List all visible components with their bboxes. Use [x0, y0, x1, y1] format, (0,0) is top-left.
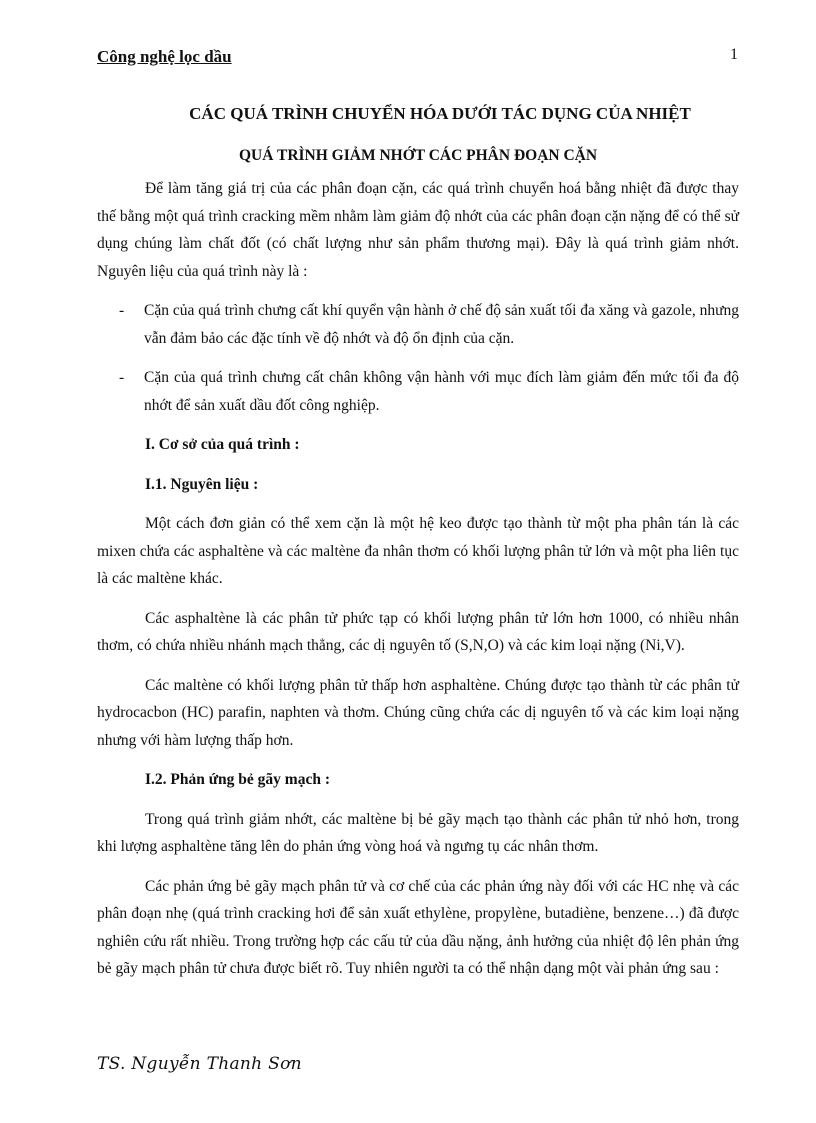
bullet-item	[97, 297, 739, 352]
footer-author: TS. Nguyễn Thanh Sơn	[97, 1054, 302, 1074]
bullet-dash: -	[119, 302, 125, 319]
sub-title: QUÁ TRÌNH GIẢM NHỚT CÁC PHÂN ĐOẠN CẶN	[238, 147, 598, 164]
main-title: CÁC QUÁ TRÌNH CHUYỂN HÓA DƯỚI TÁC DỤNG CỦA NHIỆT	[189, 104, 691, 123]
subsection-heading: I.2. Phản ứng bẻ gãy mạch :	[145, 771, 330, 788]
bullet-item	[97, 364, 739, 419]
section-heading: I. Cơ sở của quá trình :	[145, 436, 300, 453]
page-number: 1	[730, 46, 738, 63]
paragraph: Các maltène có khối lượng phân tử thấp hơn asphaltène. Chúng được tạo thành từ các phân tử hydrocacbon (HC) parafin, naphten và thơm. Chúng cũng chứa các dị nguyên tố và các kim loại nặng nhưng với hàm lượng thấp hơn.	[97, 676, 739, 749]
paragraph: Trong quá trình giảm nhớt, các maltène bị bẻ gãy mạch tạo thành các phân tử nhỏ hơn, trong khi lượng asphaltène tăng lên do phản ứng vòng hoá và ngưng tụ các nhân thơm.	[97, 810, 739, 855]
paragraph: Các asphaltène là các phân tử phức tạp có khối lượng phân tử lớn hơn 1000, có nhiều nhân thơm, có chứa nhiều nhánh mạch thẳng, các dị nguyên tố (S,N,O) và các kim loại nặng (Ni,V).	[97, 609, 739, 654]
paragraph: Các phản ứng bẻ gãy mạch phân tử và cơ chế của các phản ứng này đối với các HC nhẹ và các phân đoạn nhẹ (quá trình cracking hơi để sản xuất ethylène, propylène, butadiène, benzene…) đã được nghiên cứu rất nhiều. Trong trường hợp các cấu tử của dầu nặng, ảnh hưởng của nhiệt độ lên phản ứng bẻ gãy mạch phân tử chưa được biết rõ. Tuy nhiên người ta có thể nhận dạng một vài phản ứng sau :	[97, 877, 739, 977]
paragraph: Một cách đơn giản có thể xem cặn là một hệ keo được tạo thành từ một pha phân tán là các mixen chứa các asphaltène và các maltène đa nhân thơm có khối lượng phân tử lớn và một pha liên tục là các maltène khác.	[97, 515, 739, 587]
header-title: Công nghệ lọc dầu	[97, 47, 232, 66]
document-body	[97, 175, 739, 995]
intro-paragraph: Để làm tăng giá trị của các phân đoạn cặn, các quá trình chuyển hoá bằng nhiệt đã được thay thế bằng một quá trình cracking mềm nhằm làm giảm độ nhớt của các phân đoạn cặn nặng để có thể sử dụng chúng làm chất đốt (có chất lượng như sản phẩm thương mại). Đây là quá trình giảm nhớt. Nguyên liệu của quá trình này là :	[97, 180, 739, 280]
bullet-text: Cặn của quá trình chưng cất chân không vận hành với mục đích làm giảm đến mức tối đa độ nhớt để sản xuất dầu đốt công nghiệp.	[144, 369, 739, 414]
subsection-heading: I.1. Nguyên liệu :	[145, 475, 259, 493]
bullet-text: Cặn của quá trình chưng cất khí quyển vận hành ở chế độ sản xuất tối đa xăng và gazole, nhưng vẫn đảm bảo các đặc tính về độ nhớt và độ ổn định của cặn.	[144, 302, 739, 347]
bullet-dash: -	[119, 369, 125, 386]
